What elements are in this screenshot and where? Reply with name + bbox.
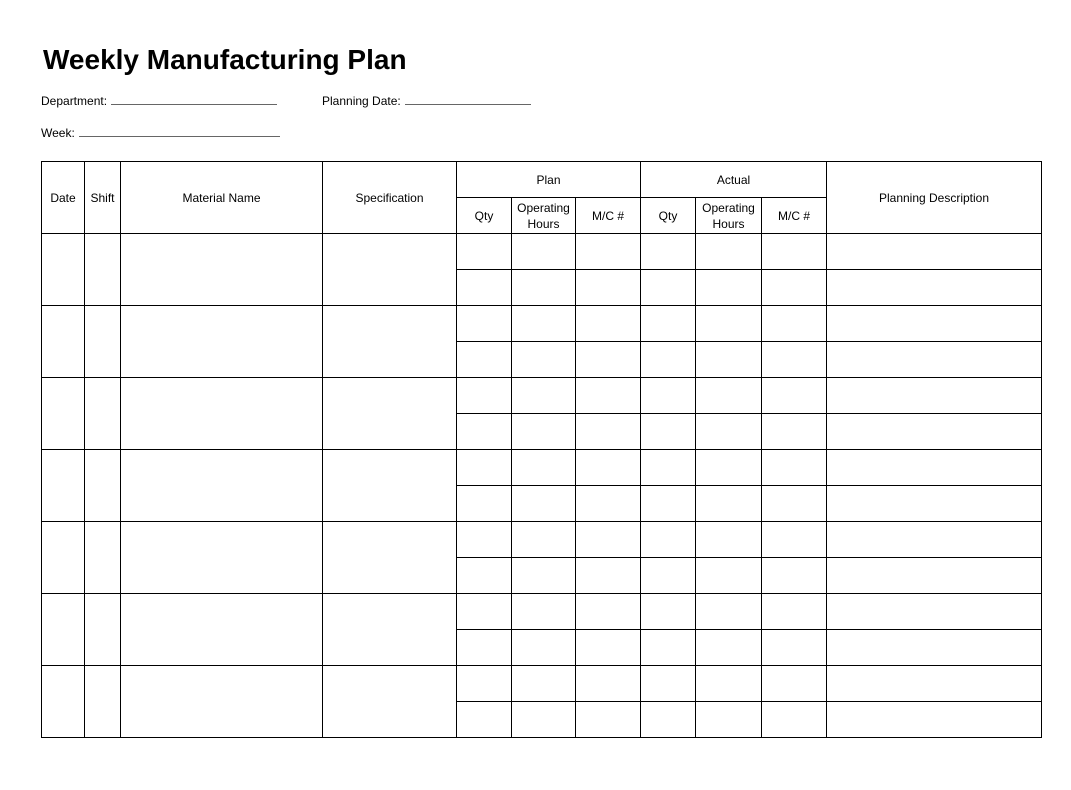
actual-operating-hours-cell[interactable] [696, 630, 762, 666]
date-cell[interactable] [42, 450, 85, 522]
header-actual-mc-number: M/C # [762, 198, 827, 234]
plan-qty-cell[interactable] [457, 342, 512, 378]
plan-operating-hours-cell[interactable] [512, 378, 576, 414]
specification-cell[interactable] [323, 594, 457, 666]
actual-mc-cell[interactable] [762, 306, 827, 342]
planning-description-cell[interactable] [827, 630, 1042, 666]
plan-mc-cell[interactable] [576, 414, 641, 450]
plan-mc-cell[interactable] [576, 594, 641, 630]
table-body [42, 234, 1042, 738]
actual-operating-hours-cell[interactable] [696, 450, 762, 486]
header-actual-operating-hours: Operating Hours [696, 198, 762, 234]
specification-cell[interactable] [323, 522, 457, 594]
plan-mc-cell[interactable] [576, 270, 641, 306]
plan-operating-hours-cell[interactable] [512, 234, 576, 270]
table-row [42, 666, 1042, 702]
material-name-cell[interactable] [121, 378, 323, 450]
actual-qty-cell[interactable] [641, 378, 696, 414]
plan-qty-cell[interactable] [457, 558, 512, 594]
plan-operating-hours-cell[interactable] [512, 522, 576, 558]
header-plan-mc-number: M/C # [576, 198, 641, 234]
actual-mc-cell[interactable] [762, 702, 827, 738]
department-field [41, 94, 277, 108]
plan-qty-cell[interactable] [457, 522, 512, 558]
plan-mc-cell[interactable] [576, 702, 641, 738]
specification-cell[interactable] [323, 378, 457, 450]
actual-operating-hours-cell[interactable] [696, 414, 762, 450]
actual-mc-cell[interactable] [762, 378, 827, 414]
actual-mc-cell[interactable] [762, 486, 827, 522]
actual-qty-cell[interactable] [641, 558, 696, 594]
planning-description-cell[interactable] [827, 342, 1042, 378]
table-row [42, 378, 1042, 414]
planning-description-cell[interactable] [827, 378, 1042, 414]
actual-qty-cell[interactable] [641, 630, 696, 666]
plan-mc-cell[interactable] [576, 450, 641, 486]
header-shift: Shift [85, 162, 121, 234]
plan-qty-cell[interactable] [457, 630, 512, 666]
header-plan-qty: Qty [457, 198, 512, 234]
week-field [41, 126, 280, 140]
plan-operating-hours-cell[interactable] [512, 270, 576, 306]
plan-qty-cell[interactable] [457, 234, 512, 270]
week-label: Week: [41, 126, 75, 140]
plan-operating-hours-cell[interactable] [512, 630, 576, 666]
date-cell[interactable] [42, 378, 85, 450]
specification-cell[interactable] [323, 234, 457, 306]
plan-operating-hours-cell[interactable] [512, 342, 576, 378]
shift-cell[interactable] [85, 594, 121, 666]
actual-operating-hours-cell[interactable] [696, 270, 762, 306]
actual-mc-cell[interactable] [762, 630, 827, 666]
plan-qty-cell[interactable] [457, 486, 512, 522]
plan-mc-cell[interactable] [576, 558, 641, 594]
table-row [42, 450, 1042, 486]
shift-cell[interactable] [85, 234, 121, 306]
actual-qty-cell[interactable] [641, 666, 696, 702]
date-cell[interactable] [42, 234, 85, 306]
shift-cell[interactable] [85, 666, 121, 738]
material-name-cell[interactable] [121, 666, 323, 738]
plan-operating-hours-cell[interactable] [512, 486, 576, 522]
plan-operating-hours-cell[interactable] [512, 306, 576, 342]
header-material-name: Material Name [121, 162, 323, 234]
actual-mc-cell[interactable] [762, 450, 827, 486]
table-row [42, 522, 1042, 558]
actual-mc-cell[interactable] [762, 414, 827, 450]
table-row [42, 234, 1042, 270]
header-plan-operating-hours: Operating Hours [512, 198, 576, 234]
planning-date-blank-line[interactable] [405, 94, 531, 105]
header-actual-qty: Qty [641, 198, 696, 234]
material-name-cell[interactable] [121, 594, 323, 666]
department-label: Department: [41, 94, 108, 108]
actual-qty-cell[interactable] [641, 414, 696, 450]
plan-qty-cell[interactable] [457, 666, 512, 702]
header-specification: Specification [323, 162, 457, 234]
actual-operating-hours-cell[interactable] [696, 522, 762, 558]
shift-cell[interactable] [85, 378, 121, 450]
plan-operating-hours-cell[interactable] [512, 558, 576, 594]
planning-description-cell[interactable] [827, 558, 1042, 594]
actual-operating-hours-cell[interactable] [696, 378, 762, 414]
actual-operating-hours-cell[interactable] [696, 486, 762, 522]
actual-mc-cell[interactable] [762, 270, 827, 306]
material-name-cell[interactable] [121, 522, 323, 594]
header-planning-description: Planning Description [827, 162, 1042, 234]
plan-qty-cell[interactable] [457, 270, 512, 306]
plan-qty-cell[interactable] [457, 414, 512, 450]
plan-mc-cell[interactable] [576, 486, 641, 522]
actual-qty-cell[interactable] [641, 522, 696, 558]
plan-operating-hours-cell[interactable] [512, 594, 576, 630]
shift-cell[interactable] [85, 522, 121, 594]
actual-operating-hours-cell[interactable] [696, 594, 762, 630]
actual-mc-cell[interactable] [762, 342, 827, 378]
plan-operating-hours-cell[interactable] [512, 702, 576, 738]
plan-qty-cell[interactable] [457, 450, 512, 486]
planning-description-cell[interactable] [827, 594, 1042, 630]
planning-date-label: Planning Date: [322, 94, 401, 108]
plan-qty-cell[interactable] [457, 594, 512, 630]
header-plan: Plan [457, 162, 641, 198]
material-name-cell[interactable] [121, 450, 323, 522]
planning-description-cell[interactable] [827, 486, 1042, 522]
plan-mc-cell[interactable] [576, 234, 641, 270]
header-date: Date [42, 162, 85, 234]
actual-operating-hours-cell[interactable] [696, 234, 762, 270]
plan-mc-cell[interactable] [576, 666, 641, 702]
plan-qty-cell[interactable] [457, 306, 512, 342]
plan-mc-cell[interactable] [576, 378, 641, 414]
specification-cell[interactable] [323, 450, 457, 522]
planning-date-field [322, 94, 531, 108]
actual-operating-hours-cell[interactable] [696, 558, 762, 594]
plan-operating-hours-cell[interactable] [512, 666, 576, 702]
date-cell[interactable] [42, 594, 85, 666]
actual-qty-cell[interactable] [641, 702, 696, 738]
actual-qty-cell[interactable] [641, 234, 696, 270]
planning-description-cell[interactable] [827, 522, 1042, 558]
actual-mc-cell[interactable] [762, 522, 827, 558]
actual-operating-hours-cell[interactable] [696, 342, 762, 378]
actual-qty-cell[interactable] [641, 306, 696, 342]
plan-qty-cell[interactable] [457, 378, 512, 414]
plan-mc-cell[interactable] [576, 630, 641, 666]
actual-qty-cell[interactable] [641, 486, 696, 522]
actual-mc-cell[interactable] [762, 666, 827, 702]
planning-description-cell[interactable] [827, 270, 1042, 306]
specification-cell[interactable] [323, 666, 457, 738]
actual-qty-cell[interactable] [641, 270, 696, 306]
planning-description-cell[interactable] [827, 450, 1042, 486]
table-row [42, 306, 1042, 342]
shift-cell[interactable] [85, 306, 121, 378]
shift-cell[interactable] [85, 450, 121, 522]
table-row [42, 594, 1042, 630]
date-cell[interactable] [42, 666, 85, 738]
planning-description-cell[interactable] [827, 666, 1042, 702]
actual-mc-cell[interactable] [762, 234, 827, 270]
plan-qty-cell[interactable] [457, 702, 512, 738]
week-blank-line[interactable] [79, 126, 280, 137]
plan-operating-hours-cell[interactable] [512, 450, 576, 486]
actual-mc-cell[interactable] [762, 594, 827, 630]
department-blank-line[interactable] [111, 94, 277, 105]
plan-mc-cell[interactable] [576, 522, 641, 558]
actual-mc-cell[interactable] [762, 558, 827, 594]
planning-description-cell[interactable] [827, 234, 1042, 270]
material-name-cell[interactable] [121, 306, 323, 378]
actual-operating-hours-cell[interactable] [696, 702, 762, 738]
header-actual: Actual [641, 162, 827, 198]
plan-operating-hours-cell[interactable] [512, 414, 576, 450]
date-cell[interactable] [42, 522, 85, 594]
page-title: Weekly Manufacturing Plan [43, 44, 407, 75]
date-cell[interactable] [42, 306, 85, 378]
actual-qty-cell[interactable] [641, 450, 696, 486]
actual-operating-hours-cell[interactable] [696, 666, 762, 702]
manufacturing-plan-table [41, 161, 1042, 738]
planning-description-cell[interactable] [827, 702, 1042, 738]
planning-description-cell[interactable] [827, 414, 1042, 450]
planning-description-cell[interactable] [827, 306, 1042, 342]
material-name-cell[interactable] [121, 234, 323, 306]
actual-qty-cell[interactable] [641, 342, 696, 378]
actual-qty-cell[interactable] [641, 594, 696, 630]
plan-mc-cell[interactable] [576, 306, 641, 342]
plan-mc-cell[interactable] [576, 342, 641, 378]
specification-cell[interactable] [323, 306, 457, 378]
actual-operating-hours-cell[interactable] [696, 306, 762, 342]
